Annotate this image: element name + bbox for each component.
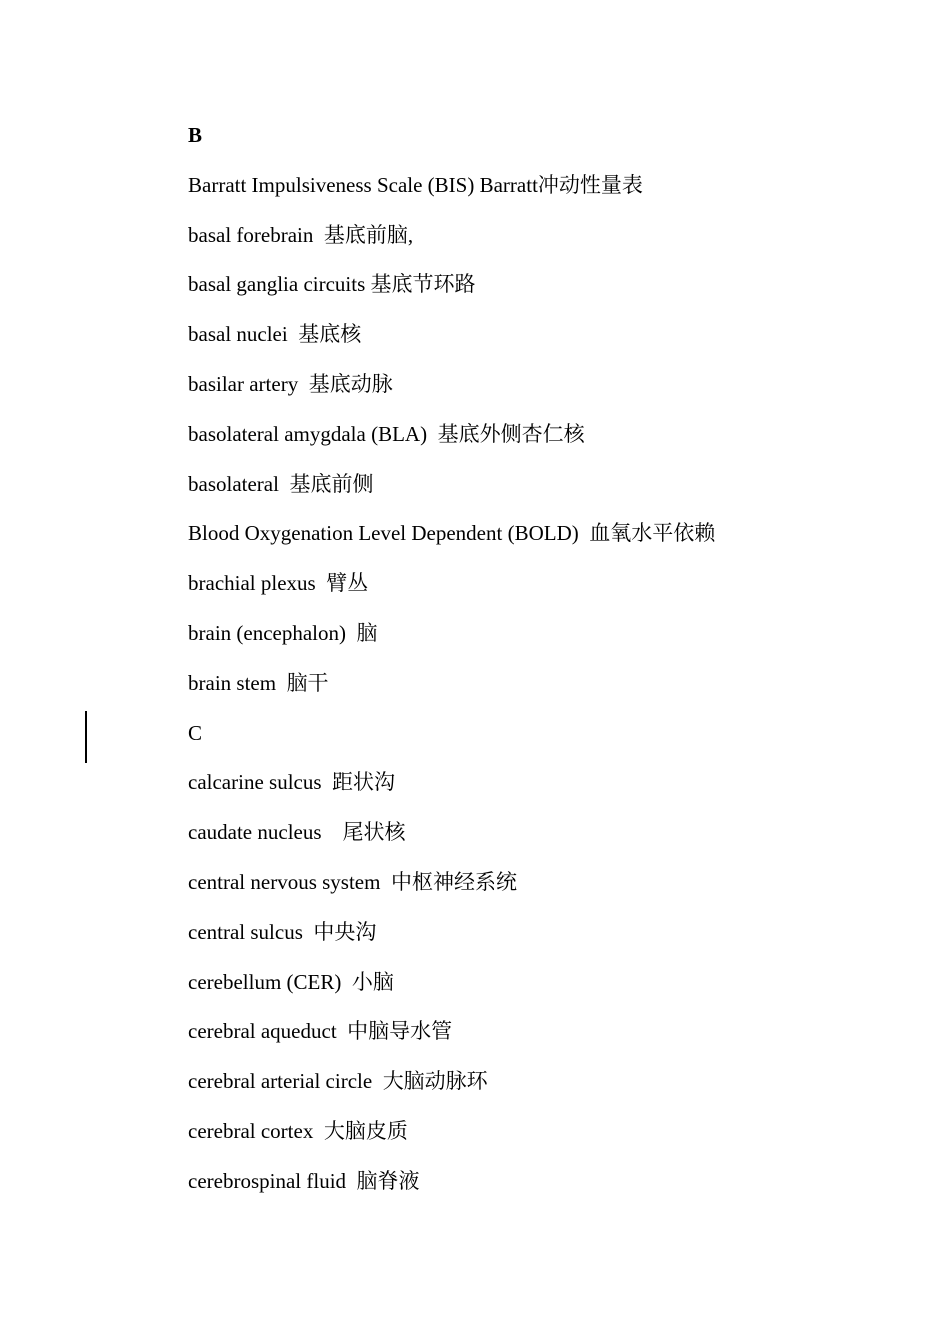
glossary-translation: 中枢神经系统 <box>390 869 517 894</box>
glossary-translation: 小脑 <box>351 969 394 994</box>
glossary-term: basal ganglia circuits <box>188 272 371 297</box>
glossary-entry <box>188 808 908 858</box>
glossary-entry <box>188 211 908 261</box>
glossary-translation: 大脑皮质 <box>323 1118 408 1143</box>
glossary-term: Blood Oxygenation Level Dependent (BOLD) <box>188 521 590 546</box>
glossary-list <box>188 111 908 1207</box>
glossary-entry <box>188 609 908 659</box>
glossary-translation: 基底前侧 <box>289 471 374 496</box>
glossary-term: basal forebrain <box>188 222 324 247</box>
glossary-translation: 基底动脉 <box>308 371 393 396</box>
glossary-translation: 脑 <box>356 620 378 645</box>
glossary-entry <box>188 310 908 360</box>
glossary-entry <box>188 460 908 510</box>
glossary-entry <box>188 1007 908 1057</box>
glossary-term: brachial plexus <box>188 571 327 596</box>
revision-change-bar <box>85 711 87 763</box>
glossary-translation: 脑脊液 <box>356 1168 420 1193</box>
glossary-term: basolateral amygdala (BLA) <box>188 421 438 446</box>
glossary-translation: 中脑导水管 <box>347 1019 453 1044</box>
glossary-translation: 脑干 <box>286 670 329 695</box>
glossary-entry <box>188 410 908 460</box>
glossary-term: cerebellum (CER) <box>188 969 352 994</box>
glossary-translation: 血氧水平依赖 <box>589 521 716 546</box>
glossary-translation: 大脑动脉环 <box>382 1069 488 1094</box>
glossary-translation: 臂丛 <box>326 571 369 596</box>
glossary-entry <box>188 260 908 310</box>
glossary-translation: 基底节环路 <box>370 272 476 297</box>
section-letter-c: C <box>188 720 203 745</box>
glossary-entry <box>188 858 908 908</box>
glossary-term: cerebrospinal fluid <box>188 1168 357 1193</box>
glossary-entry <box>188 659 908 709</box>
section-letter-b: B <box>188 123 203 147</box>
glossary-entry <box>188 1157 908 1207</box>
glossary-translation: 中央沟 <box>313 919 377 944</box>
glossary-entry <box>188 509 908 559</box>
glossary-term: Barratt Impulsiveness Scale (BIS) Barratt <box>188 172 538 197</box>
glossary-term: brain stem <box>188 670 287 695</box>
glossary-term: central sulcus <box>188 919 314 944</box>
glossary-entry <box>188 1107 908 1157</box>
glossary-entry <box>188 360 908 410</box>
glossary-translation: 基底前脑, <box>323 222 414 247</box>
glossary-entry <box>188 1057 908 1107</box>
glossary-translation: 基底核 <box>298 322 362 347</box>
glossary-translation: 冲动性量表 <box>537 172 643 197</box>
glossary-term: brain (encephalon) <box>188 620 357 645</box>
glossary-term: caudate nucleus <box>188 820 343 845</box>
glossary-term: basilar artery <box>188 371 309 396</box>
glossary-entry <box>188 559 908 609</box>
glossary-term: cerebral cortex <box>188 1118 324 1143</box>
glossary-entry <box>188 161 908 211</box>
glossary-entry <box>188 908 908 958</box>
glossary-term: basal nuclei <box>188 322 299 347</box>
glossary-term: cerebral arterial circle <box>188 1069 383 1094</box>
glossary-term: calcarine sulcus <box>188 770 333 795</box>
glossary-entry <box>188 758 908 808</box>
glossary-translation: 基底外侧杏仁核 <box>437 421 585 446</box>
glossary-translation: 距状沟 <box>332 770 396 795</box>
glossary-term: central nervous system <box>188 869 391 894</box>
glossary-term: basolateral <box>188 471 290 496</box>
glossary-entry <box>188 958 908 1008</box>
glossary-term: cerebral aqueduct <box>188 1019 348 1044</box>
glossary-translation: 尾状核 <box>342 820 406 845</box>
